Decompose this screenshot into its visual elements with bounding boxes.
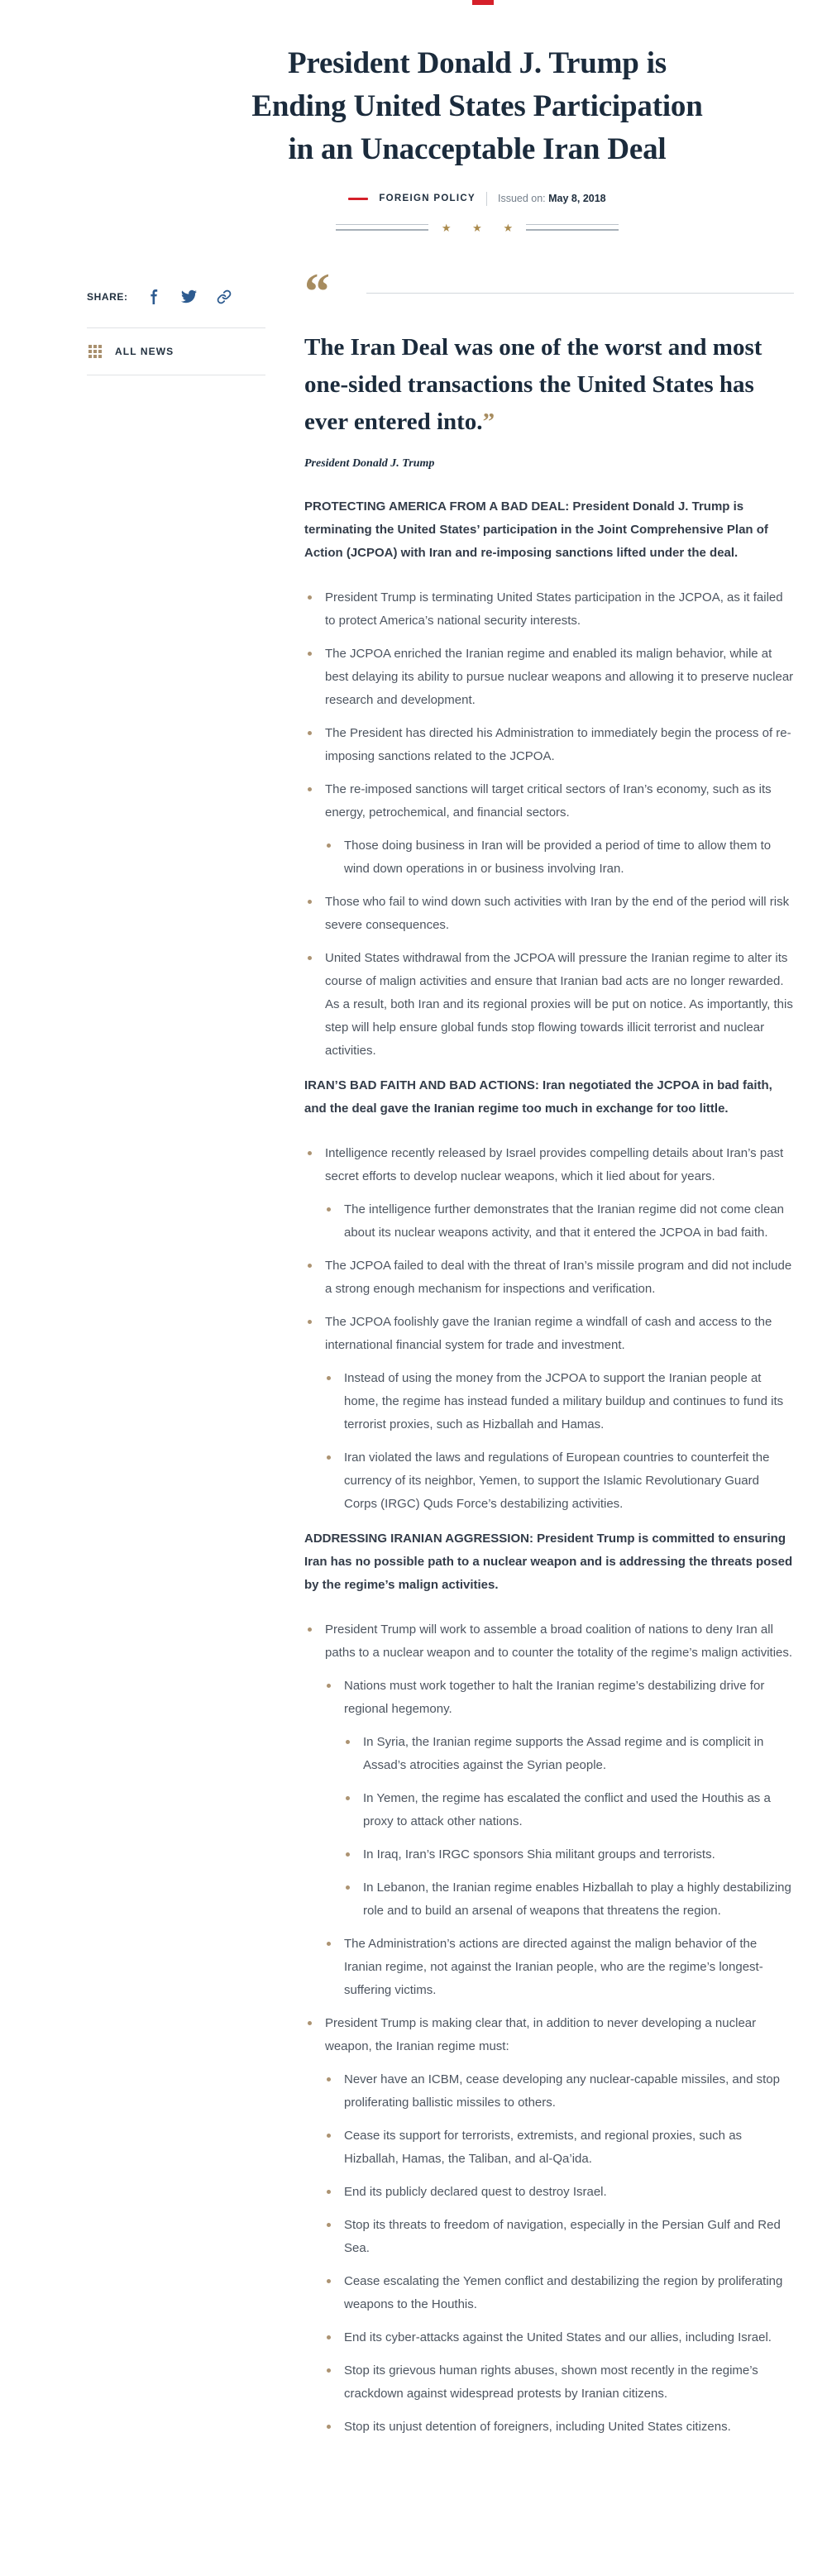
section-heading: ADDRESSING IRANIAN AGGRESSION: President Trump is committed to ensuring Iran has no possible path to a nuclear weapon and is addressing the threats posed by the regime’s malign activities. bbox=[304, 1531, 793, 1592]
bullet-item: Never have an ICBM, cease developing any nuclear-capable missiles, and stop proliferating ballistic missiles to others. bbox=[323, 2068, 794, 2115]
copy-link-button[interactable] bbox=[216, 289, 232, 305]
facebook-share-button[interactable] bbox=[146, 289, 163, 305]
page-title-line: Ending United States Participation bbox=[251, 88, 703, 123]
bullet-item: In Yemen, the regime has escalated the conflict and used the Houthis as a proxy to attack other nations. bbox=[342, 1787, 794, 1833]
page-title-line: President Donald J. Trump is bbox=[287, 45, 667, 80]
bullet-item: The JCPOA enriched the Iranian regime and enabled its malign behavior, while at best delaying its ability to pursue nuclear weapons and allowing it to preserve nuclear research and development. bbox=[304, 643, 794, 712]
quote-body: The Iran Deal was one of the worst and most one-sided transactions the United States has ever entered into. bbox=[304, 333, 762, 435]
bullet-item: Those who fail to wind down such activities with Iran by the end of the period will risk severe consequences. bbox=[304, 891, 794, 937]
bullet-item: In Iraq, Iran’s IRGC sponsors Shia militant groups and terrorists. bbox=[342, 1843, 794, 1866]
bullet-item: The intelligence further demonstrates that the Iranian regime did not come clean about its nuclear weapons activity, and that it entered the JCPOA in bad faith. bbox=[323, 1198, 794, 1245]
article-main bbox=[304, 263, 794, 2482]
issued-date: May 8, 2018 bbox=[548, 193, 606, 205]
bullet-item: End its publicly declared quest to destroy Israel. bbox=[323, 2181, 794, 2204]
bullet-item: The JCPOA foolishly gave the Iranian regime a windfall of cash and access to the international financial system for trade and investment. bbox=[304, 1311, 794, 1357]
category-red-dash bbox=[348, 198, 368, 200]
bullet-list bbox=[304, 1142, 794, 1516]
article-section bbox=[304, 495, 794, 1063]
bullet-item: Iran violated the laws and regulations of European countries to counterfeit the currency of its neighbor, Yemen, to support the Islamic Revolutionary Guard Corps (IRGC) Quds Force’s destabilizing activities. bbox=[323, 1446, 794, 1516]
all-news-label: ALL NEWS bbox=[115, 345, 174, 357]
bullet-item: Stop its threats to freedom of navigation, especially in the Persian Gulf and Red Sea. bbox=[323, 2214, 794, 2260]
bullet-item: Nations must work together to halt the Iranian regime’s destabilizing drive for regional hegemony. bbox=[323, 1675, 794, 1721]
bullet-item: Stop its unjust detention of foreigners, including United States citizens. bbox=[323, 2416, 794, 2439]
issued-on bbox=[498, 193, 606, 204]
share-row bbox=[87, 288, 265, 306]
quote-text bbox=[304, 329, 782, 441]
bullet-item: Intelligence recently released by Israel provides compelling details about Iran’s past secret efforts to develop nuclear weapons, which it lied about for years. bbox=[304, 1142, 794, 1188]
meta-separator bbox=[486, 192, 487, 206]
page-title bbox=[127, 42, 827, 171]
bullet-item: The President has directed his Administration to immediately begin the process of re-imposing sanctions related to the JCPOA. bbox=[304, 722, 794, 768]
open-quote-icon: “ bbox=[304, 263, 327, 320]
bullet-list bbox=[304, 586, 794, 1063]
content-row bbox=[0, 263, 827, 2482]
bullet-item: Stop its grievous human rights abuses, shown most recently in the regime’s crackdown against widespread protests by Iranian citizens. bbox=[323, 2359, 794, 2406]
issued-label: Issued on: bbox=[497, 193, 546, 205]
close-quote-icon: ” bbox=[482, 408, 495, 435]
bullet-list bbox=[304, 1618, 794, 2439]
share-rail bbox=[87, 273, 265, 375]
article-body bbox=[304, 495, 794, 2482]
three-stars-icon: ★ ★ ★ bbox=[441, 221, 523, 234]
share-label: SHARE: bbox=[87, 290, 128, 303]
quote-head bbox=[304, 263, 794, 320]
bullet-item: Those doing business in Iran will be provided a period of time to allow them to wind down operations in or business involving Iran. bbox=[323, 834, 794, 881]
bullet-item: The re-imposed sanctions will target critical sectors of Iran’s economy, such as its energy, petrochemical, and financial sectors. bbox=[304, 778, 794, 824]
section-heading: PROTECTING AMERICA FROM A BAD DEAL: President Donald J. Trump is terminating the United States’ participation in the Joint Comprehensive Plan of Action (JCPOA) with Iran and re-imposing sanctions lifted under the deal. bbox=[304, 499, 768, 560]
article-meta bbox=[127, 192, 827, 206]
bullet-item: Cease escalating the Yemen conflict and destabilizing the region by proliferating weapons to the Houthis. bbox=[323, 2270, 794, 2316]
top-red-accent-bar bbox=[472, 0, 494, 5]
bullet-item: President Trump is making clear that, in addition to never developing a nuclear weapon, the Iranian regime must: bbox=[304, 2012, 794, 2058]
link-icon bbox=[217, 289, 232, 304]
all-news-button[interactable] bbox=[87, 328, 265, 375]
bullet-item: United States withdrawal from the JCPOA will pressure the Iranian regime to alter its course of malign activities and ensure that Iranian bad acts are no longer rewarded. As a result, both Iran and its regional proxies will be put on notice. As importantly, this step will help ensure global funds stop flowing towards illicit terrorist and nuclear activities. bbox=[304, 947, 794, 1063]
quote-rule bbox=[366, 293, 794, 294]
bullet-item: President Trump will work to assemble a broad coalition of nations to deny Iran all paths to a nuclear weapon and to counter the totality of the regime’s malign activities. bbox=[304, 1618, 794, 1665]
article-section bbox=[304, 1527, 794, 2439]
bullet-item: End its cyber-attacks against the United States and our allies, including Israel. bbox=[323, 2326, 794, 2349]
bullet-item: The Administration’s actions are directed against the malign behavior of the Iranian regime, not against the Iranian people, who are the regime’s longest-suffering victims. bbox=[323, 1933, 794, 2002]
twitter-icon bbox=[181, 289, 197, 304]
twitter-share-button[interactable] bbox=[181, 289, 198, 305]
article-header bbox=[127, 0, 827, 233]
bullet-item: Instead of using the money from the JCPOA to support the Iranian people at home, the regime has instead funded a military buildup and continues to fund its terrorist proxies, such as Hizballah and Hamas. bbox=[323, 1367, 794, 1436]
pull-quote bbox=[304, 263, 794, 471]
quote-attribution: President Donald J. Trump bbox=[304, 456, 435, 470]
section-heading: IRAN’S BAD FAITH AND BAD ACTIONS: Iran negotiated the JCPOA in bad faith, and the deal gave the Iranian regime too much in exchange for too little. bbox=[304, 1078, 772, 1116]
bullet-item: In Syria, the Iranian regime supports the Assad regime and is complicit in Assad’s atrocities against the Syrian people. bbox=[342, 1731, 794, 1777]
divider-rule-left bbox=[336, 224, 428, 231]
article-section bbox=[304, 1074, 794, 1516]
bullet-item: In Lebanon, the Iranian regime enables Hizballah to play a highly destabilizing role and to build an arsenal of weapons that threatens the region. bbox=[342, 1876, 794, 1923]
bullet-item: Cease its support for terrorists, extremists, and regional proxies, such as Hizballah, Hamas, the Taliban, and al-Qa’ida. bbox=[323, 2124, 794, 2171]
bullet-item: President Trump is terminating United States participation in the JCPOA, as it failed to protect America’s national security interests. bbox=[304, 586, 794, 633]
bullet-item: The JCPOA failed to deal with the threat of Iran’s missile program and did not include a strong enough mechanism for inspections and verification. bbox=[304, 1255, 794, 1301]
category-link[interactable]: FOREIGN POLICY bbox=[379, 194, 476, 204]
facebook-icon bbox=[147, 289, 162, 304]
page-title-line: in an Unacceptable Iran Deal bbox=[288, 131, 667, 166]
grid-icon bbox=[88, 345, 102, 358]
divider-rule-right bbox=[526, 224, 619, 231]
stars-divider bbox=[127, 222, 827, 233]
